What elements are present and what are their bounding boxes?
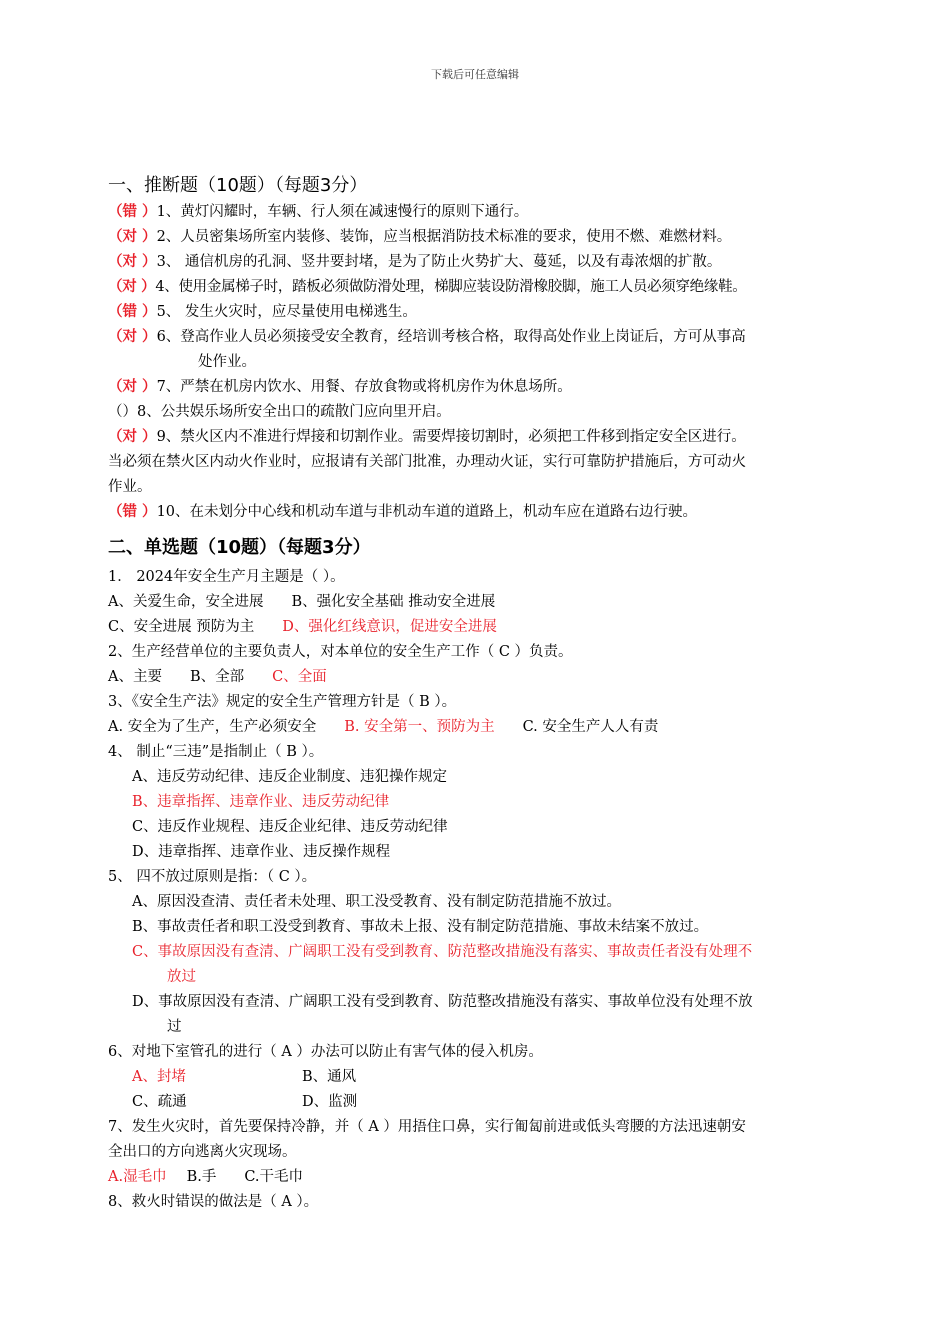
- q3-stem: 3、《安全生产法》规定的安全生产管理方针是（ B ）。: [108, 694, 457, 710]
- q5-option-b: B、事故责任者和职工没受到教育、事故未上报、没有制定防范措施、事故未结案不放过。: [132, 919, 709, 935]
- tf-item-9-cont2: 作业。: [108, 479, 152, 495]
- q5-option-d: D、事故原因没有查清、广阔职工没有受到教育、防范整改措施没有落实、事故单位没有处理不放: [132, 994, 753, 1010]
- q6-stem: 6、对地下室管孔的进行（ A ）办法可以防止有害气体的侵入机房。: [108, 1044, 543, 1060]
- q1-options-cd: C、安全进展 预防为主 D、强化红线意识，促进安全进展: [108, 619, 497, 635]
- q2-stem: 2、生产经营单位的主要负责人，对本单位的安全生产工作（ C ）负责。: [108, 644, 573, 660]
- tf-item-9: （对 ）9、禁火区内不准进行焊接和切割作业。需要焊接切割时，必须把工件移到指定安全区进行。: [108, 429, 746, 445]
- tf-item-5: （错 ）5、 发生火灾时，应尽量使用电梯逃生。: [108, 304, 417, 320]
- tf-item-2: （对 ）2、人员密集场所室内装修、装饰，应当根据消防技术标准的要求，使用不燃、难燃材料。: [108, 229, 732, 245]
- q4-option-b: B、违章指挥、违章作业、违反劳动纪律: [132, 794, 390, 810]
- section1-title: 一、推断题（10题）（每题3分）: [108, 175, 368, 196]
- tf-item-9-cont: 当必须在禁火区内动火作业时，应报请有关部门批准，办理动火证，实行可靠防护措施后，方可动火: [108, 454, 746, 470]
- q6-options-cd: C、疏通 D、监测: [132, 1094, 358, 1110]
- tf-item-1: （错 ）1、黄灯闪耀时，车辆、行人须在减速慢行的原则下通行。: [108, 204, 529, 220]
- q5-option-d-cont: 过: [167, 1019, 182, 1035]
- q7-options: A.湿毛巾 B.手 C.干毛巾: [108, 1169, 304, 1185]
- q7-stem-cont: 全出口的方向逃离火灾现场。: [108, 1144, 297, 1160]
- q6-options-ab: A、封堵 B、通风: [132, 1069, 357, 1085]
- tf-item-6-cont: 处作业。: [198, 354, 256, 370]
- tf-item-6: （对 ）6、登高作业人员必须接受安全教育，经培训考核合格，取得高处作业上岗证后，方可从事高: [108, 329, 746, 345]
- tf-item-7: （对 ）7、严禁在机房内饮水、用餐、存放食物或将机房作为休息场所。: [108, 379, 572, 395]
- tf-item-8: （）8、公共娱乐场所安全出口的疏散门应向里开启。: [108, 404, 451, 420]
- q7-stem: 7、发生火灾时，首先要保持冷静，并（ A ）用捂住口鼻，实行匍匐前进或低头弯腰的方法迅速朝安: [108, 1119, 746, 1135]
- document-content: [108, 172, 853, 1215]
- page-header: 下载后可任意编辑: [431, 68, 519, 81]
- q2-options: A、主要 B、全部 C、全面: [108, 669, 327, 685]
- q4-stem: 4、 制止“三违”是指制止（ B ）。: [108, 744, 324, 760]
- q4-option-a: A、违反劳动纪律、违反企业制度、违犯操作规定: [132, 769, 447, 785]
- tf-item-3: （对 ）3、 通信机房的孔洞、竖井要封堵，是为了防止火势扩大、蔓延，以及有毒浓烟的扩散。: [108, 254, 722, 270]
- q5-option-a: A、原因没查清、责任者未处理、职工没受教育、没有制定防范措施不放过。: [132, 894, 621, 910]
- q5-option-c: C、事故原因没有查清、广阔职工没有受到教育、防范整改措施没有落实、事故责任者没有处理不: [132, 944, 753, 960]
- q4-option-d: D、违章指挥、违章作业、违反操作规程: [132, 844, 391, 860]
- q1-stem: 1． 2024年安全生产月主题是（ ）。: [108, 569, 345, 585]
- q5-option-c-cont: 放过: [167, 969, 196, 985]
- q1-options-ab: A、关爱生命，安全进展 B、强化安全基础 推动安全进展: [108, 594, 496, 610]
- tf-item-4: （对 ）4、使用金属梯子时，踏板必须做防滑处理，梯脚应装设防滑橡胶脚，施工人员必须穿绝缘鞋。: [108, 279, 747, 295]
- q3-options: A. 安全为了生产，生产必须安全 B. 安全第一、预防为主 C. 安全生产人人有责: [108, 719, 659, 735]
- q8-stem: 8、救火时错误的做法是（ A ）。: [108, 1194, 319, 1210]
- q5-stem: 5、 四不放过原则是指：（ C ）。: [108, 869, 317, 885]
- section2-title: 二、单选题（10题）（每题3分）: [108, 537, 371, 558]
- tf-item-10: （错 ）10、在未划分中心线和机动车道与非机动车道的道路上，机动车应在道路右边行驶。: [108, 504, 698, 520]
- q4-option-c: C、违反作业规程、违反企业纪律、违反劳动纪律: [132, 819, 448, 835]
